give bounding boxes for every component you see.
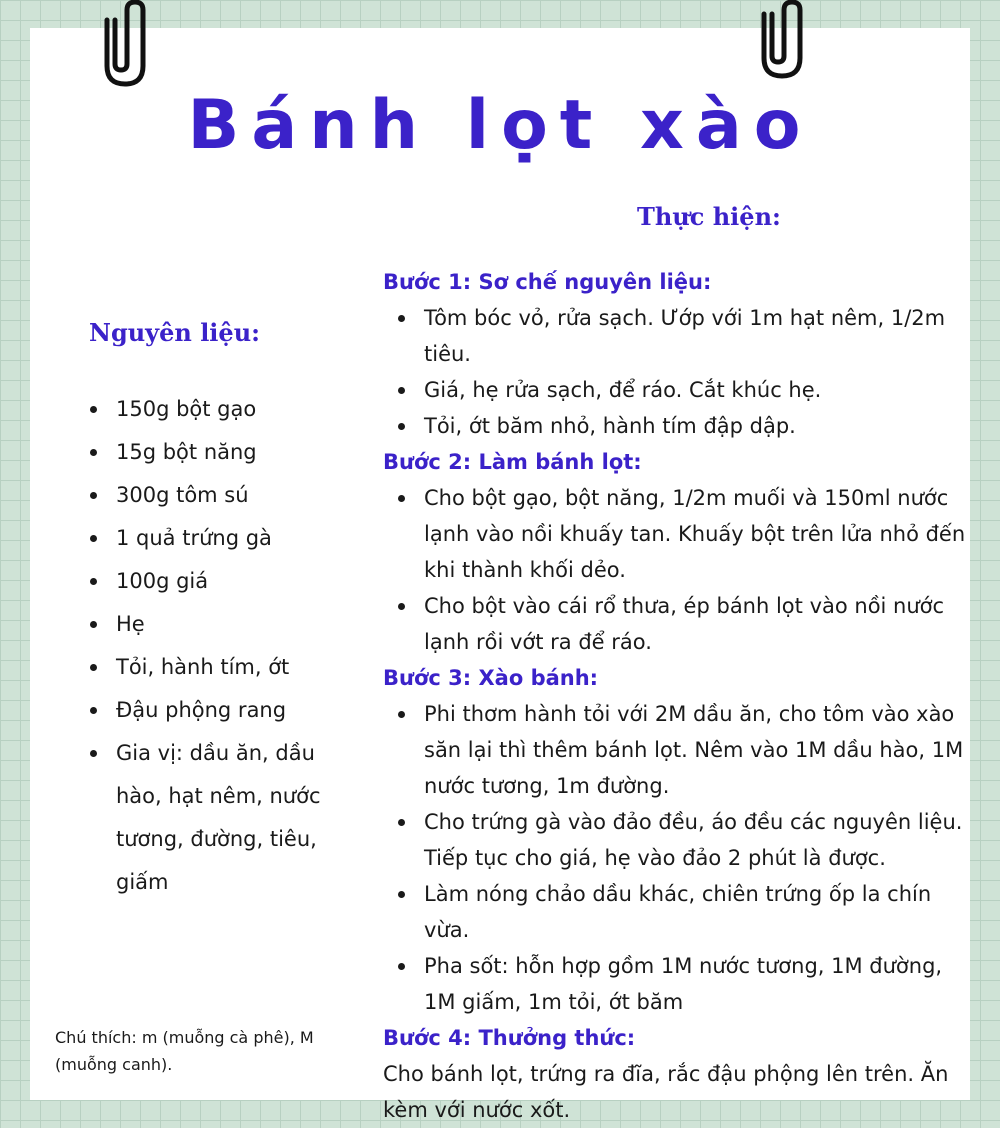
ingredients-list — [86, 388, 356, 904]
ingredient-item: 15g bột năng — [86, 431, 356, 474]
ingredient-item: Hẹ — [86, 603, 356, 646]
step-1-list — [383, 300, 973, 444]
ingredient-item: 1 quả trứng gà — [86, 517, 356, 560]
recipe-title: Bánh lọt xào — [187, 86, 813, 165]
step-item: Tôm bóc vỏ, rửa sạch. Ướp với 1m hạt nêm, 1/2m tiêu. — [383, 300, 973, 372]
step-item: Giá, hẹ rửa sạch, để ráo. Cắt khúc hẹ. — [383, 372, 973, 408]
step-1-title: Bước 1: Sơ chế nguyên liệu: — [383, 270, 712, 294]
step-item: Tỏi, ớt băm nhỏ, hành tím đập dập. — [383, 408, 973, 444]
paperclip-icon — [758, 0, 808, 84]
step-item: Phi thơm hành tỏi với 2M dầu ăn, cho tôm vào xào săn lại thì thêm bánh lọt. Nêm vào 1M dầu hào, 1M nước tương, 1m đường. — [383, 696, 973, 804]
step-item: Cho trứng gà vào đảo đều, áo đều các nguyên liệu. Tiếp tục cho giá, hẹ vào đảo 2 phút là được. — [383, 804, 973, 876]
step-2-title: Bước 2: Làm bánh lọt: — [383, 450, 642, 474]
step-4-text: Cho bánh lọt, trứng ra đĩa, rắc đậu phộng lên trên. Ăn kèm với nước xốt. — [383, 1062, 949, 1122]
method-steps — [383, 264, 973, 1128]
ingredient-item: Tỏi, hành tím, ớt — [86, 646, 356, 689]
paperclip-icon — [97, 0, 153, 92]
step-4-title: Bước 4: Thưởng thức: — [383, 1026, 636, 1050]
step-item: Cho bột vào cái rổ thưa, ép bánh lọt vào nồi nước lạnh rồi vớt ra để ráo. — [383, 588, 973, 660]
ingredient-item: Gia vị: dầu ăn, dầu hào, hạt nêm, nước tương, đường, tiêu, giấm — [86, 732, 356, 904]
step-3-title: Bước 3: Xào bánh: — [383, 666, 599, 690]
step-item: Làm nóng chảo dầu khác, chiên trứng ốp la chín vừa. — [383, 876, 973, 948]
ingredient-item: 150g bột gạo — [86, 388, 356, 431]
step-item: Pha sốt: hỗn hợp gồm 1M nước tương, 1M đường, 1M giấm, 1m tỏi, ớt băm — [383, 948, 973, 1020]
recipe-card — [30, 28, 970, 1122]
ingredients-heading: Nguyên liệu: — [89, 318, 260, 347]
step-item: Cho bột gạo, bột năng, 1/2m muối và 150ml nước lạnh vào nồi khuấy tan. Khuấy bột trên lửa nhỏ đến khi thành khối dẻo. — [383, 480, 973, 588]
ingredient-item: 300g tôm sú — [86, 474, 356, 517]
method-heading: Thực hiện: — [637, 202, 781, 231]
ingredient-item: Đậu phộng rang — [86, 689, 356, 732]
step-2-list — [383, 480, 973, 660]
footnote: Chú thích: m (muỗng cà phê), M (muỗng canh). — [55, 1028, 314, 1074]
ingredient-item: 100g giá — [86, 560, 356, 603]
step-3-list — [383, 696, 973, 1020]
